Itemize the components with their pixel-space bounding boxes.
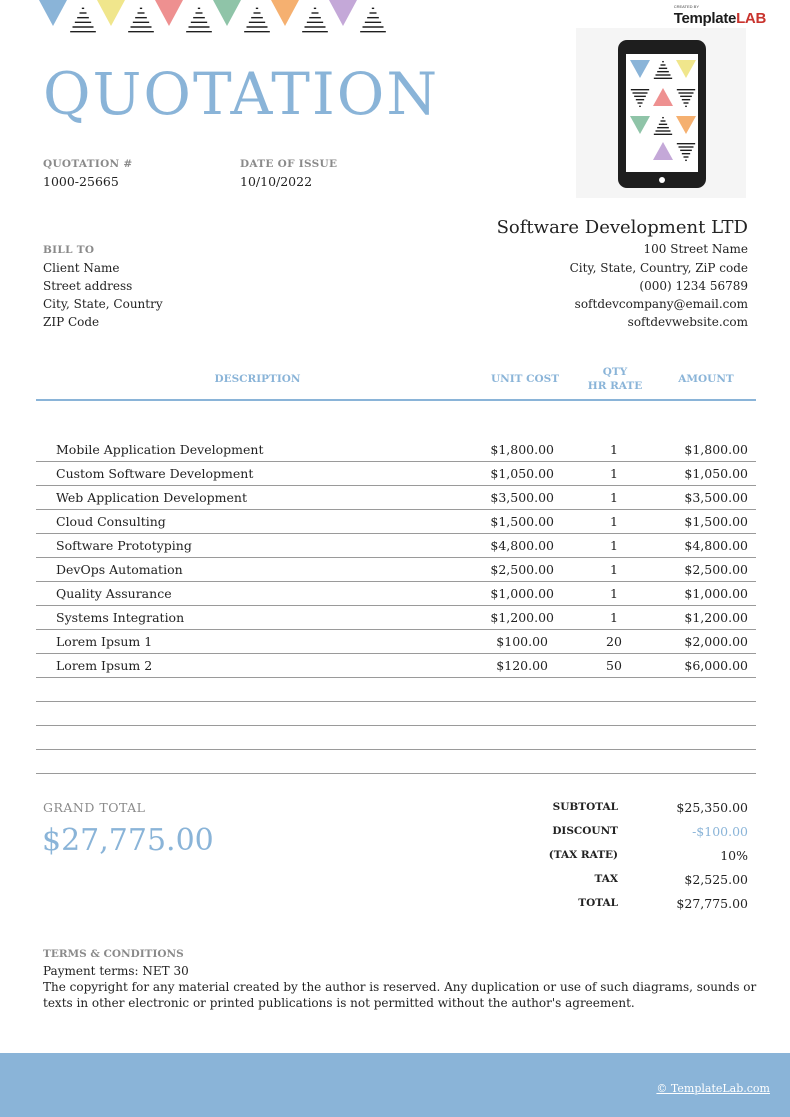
- row-description: Quality Assurance: [56, 586, 172, 601]
- company-city: City, State, Country, ZiP code: [569, 261, 748, 275]
- decorative-banner: [36, 0, 396, 38]
- table-row: [36, 533, 756, 558]
- row-qty: 50: [606, 658, 622, 673]
- row-unit-cost: $4,800.00: [490, 538, 554, 553]
- row-qty: 20: [606, 634, 622, 649]
- table-row-empty: [36, 749, 756, 774]
- table-row: [36, 461, 756, 486]
- col-header-unit-cost: UNIT COST: [490, 373, 560, 385]
- col-header-qty: [580, 365, 650, 393]
- row-amount: $1,200.00: [684, 610, 748, 625]
- row-unit-cost: $1,500.00: [490, 514, 554, 529]
- table-row: [36, 485, 756, 510]
- date-of-issue-label: DATE OF ISSUE: [240, 158, 338, 170]
- payment-terms: Payment terms: NET 30: [43, 964, 189, 978]
- row-qty: 1: [610, 538, 618, 553]
- row-amount: $1,050.00: [684, 466, 748, 481]
- row-description: DevOps Automation: [56, 562, 183, 577]
- row-qty: 1: [610, 490, 618, 505]
- banner-triangle: [329, 0, 357, 26]
- subtotal-value: $25,350.00: [676, 800, 748, 815]
- row-unit-cost: $100.00: [496, 634, 548, 649]
- phone-icon: [576, 28, 746, 198]
- document-title: QUOTATION: [43, 60, 440, 128]
- discount-value: -$100.00: [692, 824, 748, 839]
- row-amount: $4,800.00: [684, 538, 748, 553]
- banner-stripes: [186, 8, 212, 31]
- banner-stripes: [244, 8, 270, 31]
- footer-templatelab-link[interactable]: © TemplateLab.com: [656, 1082, 770, 1095]
- row-description: Mobile Application Development: [56, 442, 264, 457]
- table-header-rule: [36, 399, 756, 401]
- logo-created-by: CREATED BY: [673, 4, 699, 9]
- total-value: $27,775.00: [676, 896, 748, 911]
- company-name: Software Development LTD: [496, 217, 748, 238]
- subtotal-label: SUBTOTAL: [552, 801, 618, 813]
- bill-to-label: BILL TO: [43, 244, 95, 256]
- table-row: [36, 653, 756, 678]
- copyright-notice: The copyright for any material created by the author is reserved. Any duplication or use of such diagrams, sounds or texts in other electronic or printed publications is not permitted without the author's agreement.: [43, 980, 757, 1010]
- tax-label: TAX: [594, 873, 618, 885]
- row-unit-cost: $3,500.00: [490, 490, 554, 505]
- table-row-empty: [36, 725, 756, 750]
- row-amount: $1,000.00: [684, 586, 748, 601]
- row-description: Systems Integration: [56, 610, 185, 625]
- company-website: softdevwebsite.com: [627, 315, 748, 329]
- row-amount: $6,000.00: [684, 658, 748, 673]
- table-row: [36, 605, 756, 630]
- col-header-qty-line2: HR RATE: [587, 380, 643, 392]
- table-row: [36, 557, 756, 582]
- row-description: Cloud Consulting: [56, 514, 166, 529]
- logo-template: Template: [673, 10, 737, 27]
- col-header-qty-line1: QTY: [602, 366, 628, 378]
- row-qty: 1: [610, 466, 618, 481]
- table-row: [36, 581, 756, 606]
- row-unit-cost: $2,500.00: [490, 562, 554, 577]
- row-qty: 1: [610, 442, 618, 457]
- row-unit-cost: $1,800.00: [490, 442, 554, 457]
- table-row-empty: [36, 677, 756, 702]
- col-header-description: DESCRIPTION: [214, 373, 301, 385]
- company-street: 100 Street Name: [643, 242, 748, 256]
- row-amount: $2,500.00: [684, 562, 748, 577]
- table-row: [36, 437, 756, 462]
- tax-rate-value: 10%: [720, 848, 748, 863]
- bill-to-city: City, State, Country: [43, 297, 163, 311]
- company-email: softdevcompany@email.com: [574, 297, 748, 311]
- row-unit-cost: $120.00: [496, 658, 548, 673]
- total-label: TOTAL: [578, 897, 618, 909]
- row-unit-cost: $1,050.00: [490, 466, 554, 481]
- banner-triangle: [39, 0, 67, 26]
- row-unit-cost: $1,200.00: [490, 610, 554, 625]
- company-phone: (000) 1234 56789: [639, 279, 748, 293]
- banner-triangle: [213, 0, 241, 26]
- quotation-number-value: 1000-25665: [43, 174, 119, 189]
- terms-body: [43, 963, 763, 1011]
- row-unit-cost: $1,000.00: [490, 586, 554, 601]
- banner-stripes: [70, 8, 96, 31]
- table-row-empty: [36, 701, 756, 726]
- grand-total-value: $27,775.00: [42, 823, 214, 858]
- date-of-issue-value: 10/10/2022: [240, 174, 313, 189]
- table-row: [36, 509, 756, 534]
- banner-triangle: [271, 0, 299, 26]
- table-row: [36, 629, 756, 654]
- row-description: Custom Software Development: [56, 466, 254, 481]
- bill-to-street: Street address: [43, 279, 133, 293]
- discount-label: DISCOUNT: [552, 825, 618, 837]
- row-description: Lorem Ipsum 2: [56, 658, 153, 673]
- banner-triangle: [97, 0, 125, 26]
- row-amount: $1,500.00: [684, 514, 748, 529]
- quotation-number-label: QUOTATION #: [43, 158, 133, 170]
- row-qty: 1: [610, 586, 618, 601]
- bill-to-zip: ZIP Code: [43, 315, 100, 329]
- banner-stripes: [302, 8, 328, 31]
- row-qty: 1: [610, 610, 618, 625]
- tax-rate-label: (TAX RATE): [548, 849, 618, 861]
- banner-stripes: [128, 8, 154, 31]
- terms-label: TERMS & CONDITIONS: [43, 948, 184, 960]
- row-qty: 1: [610, 514, 618, 529]
- row-amount: $1,800.00: [684, 442, 748, 457]
- phone-illustration: [576, 28, 746, 198]
- banner-stripes: [360, 8, 386, 31]
- grand-total-label: GRAND TOTAL: [43, 800, 146, 815]
- row-description: Software Prototyping: [56, 538, 192, 553]
- row-amount: $2,000.00: [684, 634, 748, 649]
- col-header-amount: AMOUNT: [678, 373, 734, 385]
- logo-lab: LAB: [736, 10, 766, 27]
- row-qty: 1: [610, 562, 618, 577]
- bill-to-client-name: Client Name: [43, 261, 120, 275]
- row-description: Lorem Ipsum 1: [56, 634, 153, 649]
- banner-triangle: [155, 0, 183, 26]
- row-description: Web Application Development: [56, 490, 247, 505]
- templatelab-logo: [673, 4, 766, 27]
- row-amount: $3,500.00: [684, 490, 748, 505]
- tax-value: $2,525.00: [684, 872, 748, 887]
